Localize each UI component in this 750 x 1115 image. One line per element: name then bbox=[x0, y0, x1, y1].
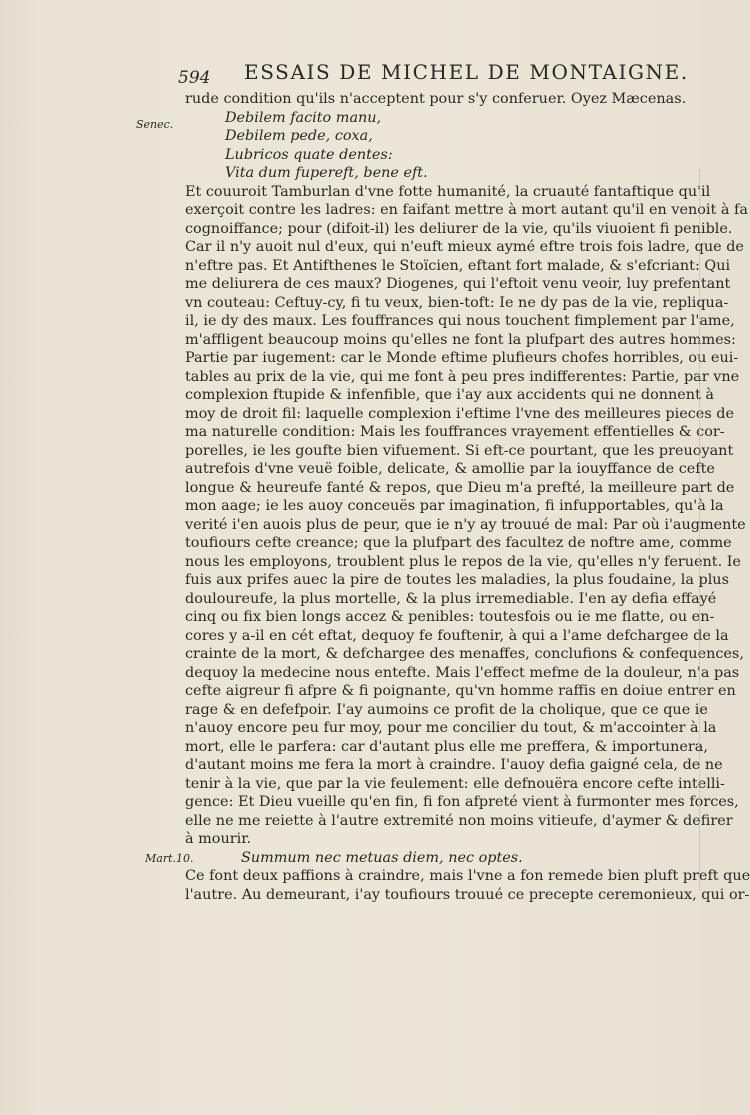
text-line: cinq ou fix bien longs accez & penibles: toutesfois ou ie me flatte, ou en- bbox=[185, 609, 715, 625]
text-line: l'autre. Au demeurant, i'ay toufiours trouué ce precepte ceremonieux, qui or- bbox=[185, 886, 750, 903]
verse-line: Debilem facito manu, bbox=[225, 109, 382, 126]
text-line: gence: Et Dieu vueille qu'en fin, fi fon afpreté vient à furmonter mes forces, bbox=[185, 794, 739, 810]
text-line: Ce font deux paffions à craindre, mais l'vne a fon remede bien pluft preft que bbox=[185, 868, 750, 884]
text-line: me deliurera de ces maux? Diogenes, qui l'eftoit venu veoir, luy prefentant bbox=[185, 276, 731, 292]
text-line: il, ie dy des maux. Les fouffrances qui nous touchent fimplement par l'ame, bbox=[185, 313, 735, 329]
text-line: douloureufe, la plus mortelle, & la plus irremediable. I'en ay defia effayé bbox=[185, 590, 717, 607]
margin-note-martial: Mart.10. bbox=[145, 852, 194, 865]
text-line: Partie par iugement: car le Monde eftime plufieurs chofes horribles, ou eui- bbox=[185, 350, 739, 366]
text-line: elle ne me reiette à l'autre extremité non moins vitieufe, d'aymer & defirer bbox=[185, 812, 733, 829]
text-line: Car il n'y auoit nul d'eux, qui n'euft mieux aymé eftre trois fois ladre, que de bbox=[185, 239, 744, 255]
text-line: porelles, ie les goufte bien vifuement. Si eft-ce pourtant, que les preuoyant bbox=[185, 442, 734, 459]
text-line: crainte de la mort, & defchargee des menaffes, conclufions & confequences, bbox=[185, 646, 744, 662]
running-title: ESSAIS DE MICHEL DE MONTAIGNE. bbox=[244, 60, 689, 84]
text-line: rage & en defefpoir. I'ay aumoins ce profit de la cholique, que ce que ie bbox=[185, 701, 708, 718]
text-line: à mourir. bbox=[185, 831, 252, 847]
text-line: exerçoit contre les ladres: en faifant mettre à mort autant qu'il en venoit à fa bbox=[185, 202, 748, 218]
text-line: ma naturelle condition: Mais les fouffrances vrayement effentielles & cor- bbox=[185, 424, 725, 440]
text-line: tables au prix de la vie, qui me font à peu pres indifferentes: Partie, par vne bbox=[185, 368, 740, 385]
text-line: Et couuroit Tamburlan d'vne fotte humanité, la cruauté fantaftique qu'il bbox=[185, 183, 711, 200]
text-line: rude condition qu'ils n'acceptent pour s'y conferuer. Oyez Mæcenas. bbox=[185, 91, 687, 107]
text-line: autrefois d'vne veuë foible, delicate, & amollie par la iouyffance de cefte bbox=[185, 461, 715, 477]
text-line: n'auoy encore peu fur moy, pour me concilier du tout, & m'accointer à la bbox=[185, 720, 717, 736]
page-edge-shadow bbox=[695, 170, 700, 890]
text-line: complexion ftupide & infenfible, que i'ay aux accidents qui ne donnent à bbox=[185, 387, 715, 403]
latin-quote: Summum nec metuas diem, nec optes. bbox=[241, 849, 523, 866]
text-line: n'eftre pas. Et Antifthenes le Stoïcien, eftant fort malade, & s'efcriant: Qui bbox=[185, 257, 731, 274]
text-line: verité i'en auois plus de peur, que ie n'y ay trouué de mal: Par où i'augmente bbox=[185, 516, 746, 533]
text-line: m'affligent beaucoup moins qu'elles ne font la plufpart des autres hommes: bbox=[185, 331, 736, 348]
margin-note-senec: Senec. bbox=[136, 118, 174, 131]
text-line: nous les employons, troublent plus le repos de la vie, qu'elles n'y feruent. Ie bbox=[185, 553, 741, 570]
page-header bbox=[178, 60, 689, 88]
text-line: cognoiffance; pour (difoit-il) les deliurer de la vie, qu'ils viuoient fi penible. bbox=[185, 220, 733, 237]
text-line: moy de droit fil: laquelle complexion i'eftime l'vne des meilleures pieces de bbox=[185, 405, 735, 422]
text-line: vn couteau: Ceftuy-cy, fi tu veux, bien-toft: Ie ne dy pas de la vie, repliqua- bbox=[185, 294, 729, 311]
text-line: dequoy la medecine nous entefte. Mais l'effect mefme de la douleur, n'a pas bbox=[185, 664, 740, 681]
text-line: cefte aigreur fi afpre & fi poignante, qu'vn homme raffis en doiue entrer en bbox=[185, 683, 736, 699]
text-line: d'autant moins me fera la mort à craindre. I'auoy defia gaigné cela, de ne bbox=[185, 757, 723, 773]
text-line: longue & heureufe fanté & repos, que Dieu m'a prefté, la meilleure part de bbox=[185, 479, 735, 496]
text-line: toufiours cefte creance; que la plufpart des facultez de noftre ame, comme bbox=[185, 535, 732, 551]
text-line: mort, elle le parfera: car d'autant plus elle me preffera, & importunera, bbox=[185, 738, 708, 755]
verse-line: Lubricos quate dentes: bbox=[225, 146, 393, 163]
page-number: 594 bbox=[178, 68, 211, 88]
text-line: mon aage; ie les auoy conceuës par imagination, fi infupportables, qu'à la bbox=[185, 498, 724, 514]
text-line: tenir à la vie, que par la vie feulement: elle defnouëra encore cefte intelli- bbox=[185, 775, 725, 792]
verse-line: Debilem pede, coxa, bbox=[225, 128, 373, 144]
body-text bbox=[185, 90, 750, 904]
text-line: fuis aux prifes auec la pire de toutes les maladies, la plus foudaine, la plus bbox=[185, 572, 729, 588]
verse-line: Vita dum fupereft, bene eft. bbox=[225, 165, 428, 181]
text-line: cores y a-il en cét eftat, dequoy fe fouftenir, à qui a l'ame defchargee de la bbox=[185, 627, 729, 644]
